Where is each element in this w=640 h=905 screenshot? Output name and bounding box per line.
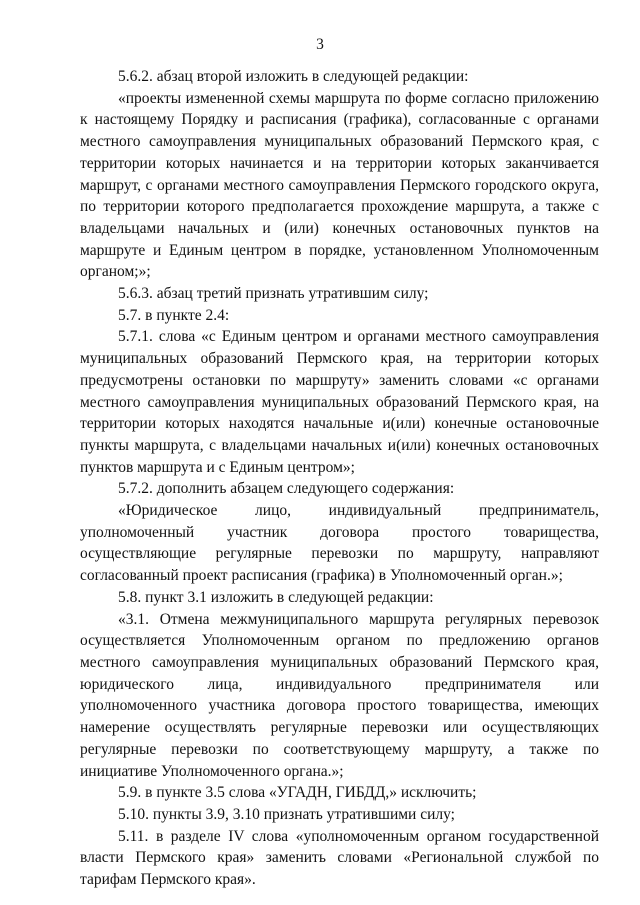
paragraph-5-10: 5.10. пункты 3.9, 3.10 признать утратившими силу;	[118, 805, 455, 823]
paragraph-quote-legal-entity: «Юридическое лицо, индивидуальный предприниматель, уполномоченный участник договора простого товарищества, осуществляющие регулярные перевозки по маршруту, направляют согласованный проект расписания (графика) в Уполномоченный орган.»;	[80, 502, 599, 585]
paragraph-5-11: 5.11. в разделе IV слова «уполномоченным органом государственной власти Пермского края» заменить словами «Региональной службой по тарифам Пермского края».	[80, 827, 599, 889]
paragraph-quote-3-1: «3.1. Отмена межмуниципального маршрута регулярных перевозок осуществляется Уполномоченным органом по предложению органов местного самоуправления муниципальных образований Пермского края, юридического лица, индивидуального предпринимателя или уполномоченного участника договора простого товарищества, имеющих намерение осуществлять регулярные перевозки или осуществляющих регулярные перевозки по соответствующему маршруту, а также по инициативе Уполномоченного органа.»;	[80, 610, 599, 780]
paragraph-5-7-1: 5.7.1. слова «с Единым центром и органами местного самоуправления муниципальных образований Пермского края, на территории которых предусмотрены остановки по маршруту» заменить словами «с органами местного самоуправления муниципальных образований Пермского края, на территории которых находятся начальные и(или) конечные остановочные пункты маршрута, с владельцами начальных и(или) конечных остановочных пунктов маршрута и с Единым центром»;	[80, 328, 599, 476]
paragraph-5-6-2: 5.6.2. абзац второй изложить в следующей редакции:	[118, 68, 469, 85]
paragraph-5-8: 5.8. пункт 3.1 изложить в следующей редакции:	[118, 588, 434, 606]
page-number: 3	[316, 36, 324, 53]
paragraph-5-9: 5.9. в пункте 3.5 слова «УГАДН, ГИБДД,» исключить;	[118, 784, 477, 802]
paragraph-quote-schema: «проекты измененной схемы маршрута по форме согласно приложению к настоящему Порядку и расписания (графика), согласованные с органами местного самоуправления муниципальных образований Пермского края, с территории которых начинается и на территории которых заканчивается маршрут, с органами местного самоуправления Пермского городского округа, по территории которого предполагается прохождение маршрута, а также с владельцами начальных и (или) конечных остановочных пунктов на маршруте и Единым центром в порядке, установленном Уполномоченным органом;»;	[80, 89, 599, 281]
paragraph-5-7: 5.7. в пункте 2.4:	[118, 306, 230, 324]
paragraph-5-7-2: 5.7.2. дополнить абзацем следующего содержания:	[118, 480, 455, 498]
paragraph-5-6-3: 5.6.3. абзац третий признать утратившим силу;	[118, 285, 429, 303]
document-body	[80, 66, 599, 891]
